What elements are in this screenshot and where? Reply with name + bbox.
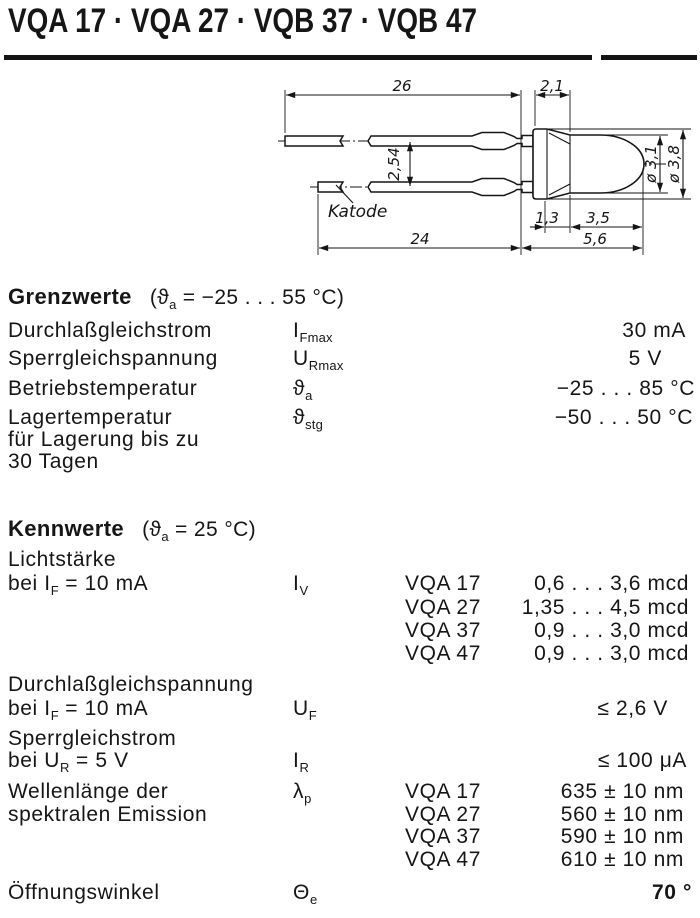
symbol-base: I: [293, 319, 300, 342]
param-label: Sperrgleichstrom: [8, 727, 177, 750]
param-symbol: [293, 376, 313, 402]
symbol-base: I: [293, 749, 300, 772]
label-post: = 5 V: [69, 749, 129, 772]
symbol-sub: p: [304, 791, 312, 807]
param-label: Öffnungswinkel: [8, 881, 160, 904]
dim-cone-length: 1,3: [535, 209, 559, 227]
condition-pre: (ϑ: [149, 286, 170, 309]
dim-lead-pitch: 2,54: [385, 147, 403, 181]
table-row: [0, 547, 700, 573]
param-value: −25 . . . 85 °C: [556, 377, 695, 400]
symbol-sub: R: [299, 760, 310, 776]
param-label-line2: spektralen Emission: [8, 803, 208, 826]
param-condition: [8, 748, 129, 774]
param-label: Sperrgleichspannung: [8, 347, 218, 370]
param-label: Durchlaßgleichspannung: [8, 673, 254, 696]
dim-lead-anode: 26: [392, 78, 412, 95]
label-sub: R: [60, 760, 70, 776]
table-row: [0, 672, 700, 698]
variant-value: 0,9 . . . 3,0 mcd: [534, 619, 689, 642]
variant-value: 0,6 . . . 3,6 mcd: [534, 572, 689, 595]
variant-value: 610 ± 10 nm: [560, 848, 684, 871]
param-symbol: [293, 318, 333, 344]
param-value: 5 V: [628, 347, 662, 370]
symbol-base: U: [293, 697, 309, 720]
param-value: −50 . . . 50 °C: [554, 406, 693, 429]
dim-body-length: 5,6: [583, 230, 607, 248]
symbol-sub: F: [308, 708, 317, 724]
symbol-base: ϑ: [293, 406, 306, 429]
symbol-sub: Fmax: [299, 330, 333, 346]
table-row: [0, 880, 700, 906]
param-value: 70 °: [652, 881, 692, 904]
variant-type: VQA 47: [405, 642, 481, 665]
param-value: ≤ 2,6 V: [597, 697, 668, 720]
param-label: Wellenlänge der: [8, 780, 169, 803]
param-label-line2: für Lagerung bis zu: [8, 428, 200, 451]
variant-type: VQA 27: [405, 803, 481, 826]
symbol-sub: V: [299, 583, 309, 599]
variant-type: VQA 37: [405, 619, 481, 642]
symbol-base: I: [293, 572, 300, 595]
cathode-label: Katode: [328, 202, 388, 222]
symbol-sub: Rmax: [308, 358, 344, 374]
symbol-sub: e: [309, 892, 318, 908]
variant-type: VQA 17: [405, 780, 481, 803]
label-pre: bei I: [8, 697, 51, 720]
label-pre: bei U: [8, 749, 61, 772]
title-rule-left: [4, 55, 592, 60]
param-condition: [8, 571, 148, 597]
symbol-base: Θ: [293, 881, 310, 904]
param-label-line3: 30 Tagen: [8, 450, 99, 473]
condition-post: = −25 . . . 55 °C): [176, 286, 345, 309]
condition-post: = 25 °C): [168, 518, 257, 541]
param-symbol: [293, 880, 317, 906]
table-row: [0, 318, 700, 344]
param-label: Durchlaßgleichstrom: [8, 319, 212, 342]
symbol-base: ϑ: [293, 377, 306, 400]
variant-value: 590 ± 10 nm: [560, 825, 684, 848]
param-label: Lagertemperatur: [8, 406, 173, 429]
symbol-sub: a: [305, 388, 313, 404]
led-body: [533, 129, 644, 199]
variant-type: VQA 17: [405, 572, 481, 595]
variant-value: 1,35 . . . 4,5 mcd: [521, 596, 689, 619]
label-pre: bei I: [8, 572, 51, 595]
condition-sub: a: [161, 529, 169, 545]
variant-type: VQA 27: [405, 596, 481, 619]
table-row: [0, 346, 700, 372]
param-value: 30 mA: [622, 319, 686, 342]
variant-value: 0,9 . . . 3,0 mcd: [534, 642, 689, 665]
condition-pre: (ϑ: [142, 518, 162, 541]
section-condition: [149, 286, 345, 313]
param-symbol: [293, 696, 317, 722]
param-label: Lichtstärke: [8, 548, 117, 571]
table-row: [0, 571, 700, 597]
param-symbol: [293, 571, 308, 597]
label-post: = 10 mA: [58, 697, 149, 720]
param-label: Betriebstemperatur: [8, 377, 198, 400]
table-row: [0, 696, 700, 722]
table-row: [0, 376, 700, 402]
section-title: Grenzwerte: [8, 284, 132, 309]
section-title: Kennwerte: [8, 516, 125, 541]
title-rule-right: [601, 55, 697, 60]
symbol-base: U: [293, 347, 309, 370]
param-value: ≤ 100 μA: [597, 749, 687, 772]
label-sub: F: [50, 583, 59, 599]
table-row-continuation: [0, 449, 700, 475]
section-condition: [142, 518, 257, 545]
symbol-sub: stg: [305, 417, 324, 433]
param-symbol: [293, 346, 344, 372]
dim-dome-length: 3,5: [586, 209, 610, 227]
table-row: [0, 847, 700, 873]
dim-diameter-dome: ø 3,1: [642, 145, 660, 183]
variant-value: 635 ± 10 nm: [560, 780, 684, 803]
variant-type: VQA 47: [405, 848, 481, 871]
condition-sub: a: [169, 297, 177, 313]
dim-lead-cathode: 24: [410, 230, 430, 248]
grenzwerte-heading: [8, 283, 344, 311]
dim-flange-length: 2,1: [540, 78, 564, 95]
label-sub: F: [50, 708, 59, 724]
param-condition: [8, 696, 148, 722]
label-post: = 10 mA: [58, 572, 149, 595]
anode-lead: [285, 133, 533, 150]
symbol-base: λ: [293, 780, 305, 803]
variant-type: VQA 37: [405, 825, 481, 848]
param-symbol: [293, 748, 309, 774]
variant-value: 560 ± 10 nm: [560, 803, 684, 826]
dim-diameter-flange: ø 3,8: [665, 145, 683, 183]
table-row: [0, 641, 700, 667]
led-dimension-drawing: [250, 78, 700, 276]
page-title: VQA 17 · VQA 27 · VQB 37 · VQB 47: [8, 2, 477, 40]
table-row: [0, 748, 700, 774]
kennwerte-heading: [8, 515, 256, 543]
